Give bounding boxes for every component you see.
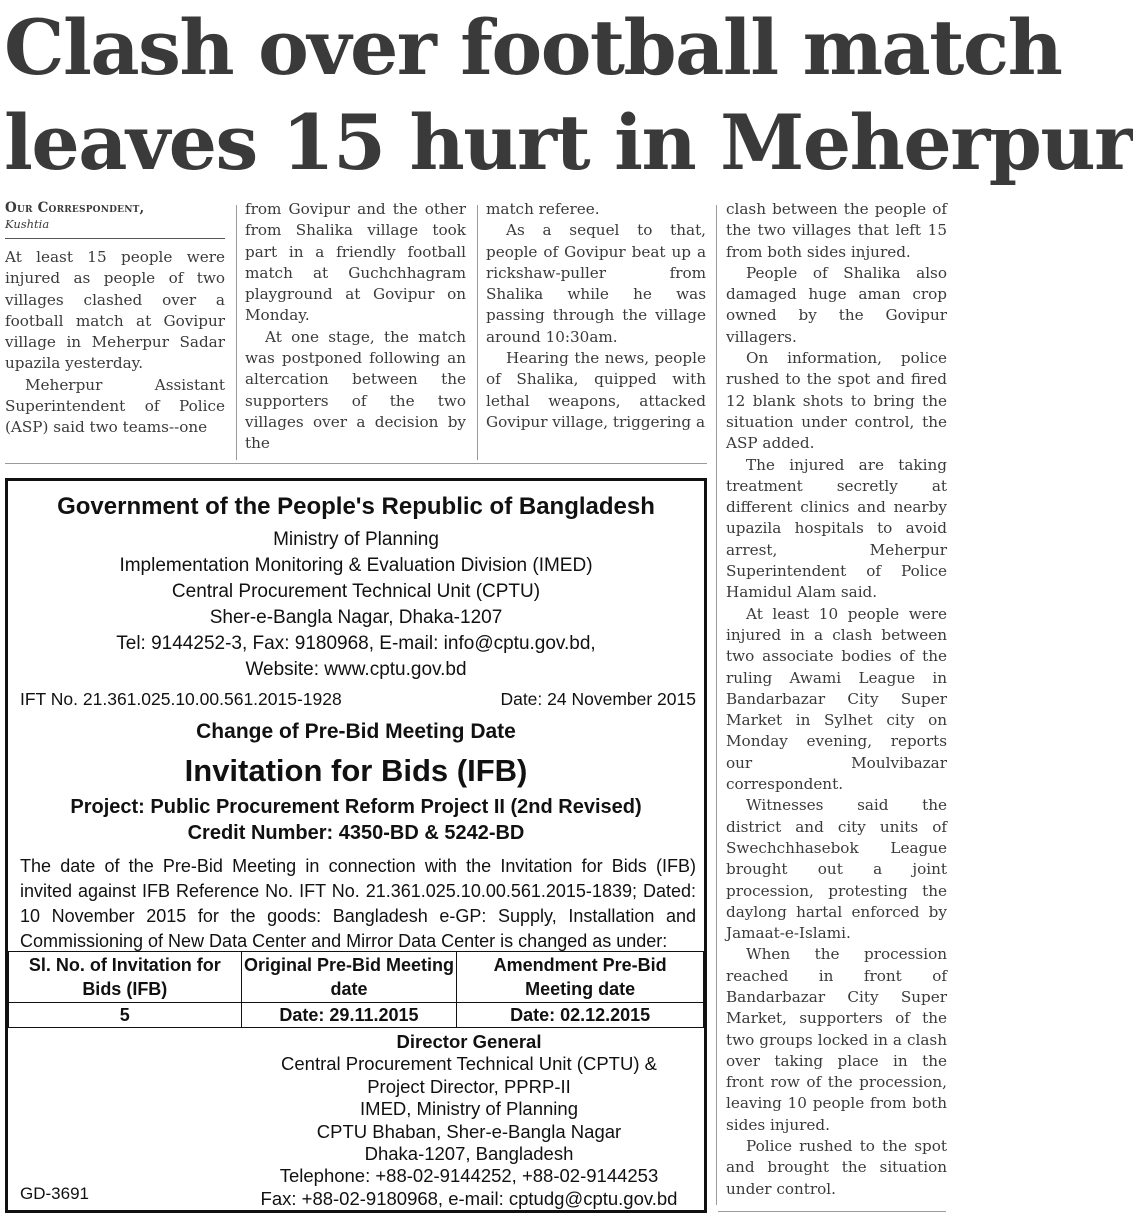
article-column-2 (245, 199, 466, 455)
article-paragraph: On information, police rushed to the spot and fired 12 blank shots to bring the situation under control, the ASP added. (726, 349, 947, 453)
table-header-cell: Original Pre-Bid Meeting date (241, 952, 457, 1003)
ad-signature-block (244, 1031, 694, 1210)
tender-advertisement (5, 478, 707, 1213)
table-cell: Date: 29.11.2015 (241, 1003, 457, 1028)
article-paragraph: The injured are taking treatment secretly at different clinics and nearby upazila hospitals to avoid arrest, Meherpur Superintendent of Police Hamidul Alam said. (726, 455, 947, 602)
table-header-cell: Amendment Pre-Bid Meeting date (457, 952, 704, 1003)
signature-line: IMED, Ministry of Planning (360, 1098, 578, 1120)
article-column-3 (486, 199, 706, 433)
signature-line: Project Director, PPRP-II (367, 1075, 571, 1097)
signature-line: Dhaka-1207, Bangladesh (364, 1143, 574, 1165)
article-paragraph: At least 15 people were injured as people of two villages clashed over a football match at Govipur village in Meherpur Sadar upazila yesterday. (5, 248, 225, 373)
table-row (9, 1003, 704, 1028)
ad-body-text: The date of the Pre-Bid Meeting in connection with the Invitation for Bids (IFB) invited against IFB Reference No. IFT No. 21.361.025.10.00.561.2015-1839; Dated: 10 November 2015 for the goods: Bangladesh e-GP: Supply, Installation and Commissioning of New Data Center and Mirror Data Center is changed as under: (20, 856, 696, 951)
byline-place: Kushtia (5, 217, 50, 231)
article-paragraph: When the procession reached in front of Bandarbazar City Super Market, supporters of the two groups locked in a clash over taking place in the front row of the procession, leaving 10 people from both sides injured. (726, 945, 947, 1134)
ad-government-title: Government of the People's Republic of Bangladesh (57, 493, 655, 520)
article-paragraph: Witnesses said the district and city units of Swechchhasebok League brought out a joint procession, protesting the daylong hartal enforced by Jamaat-e-Islami. (726, 796, 947, 943)
ad-website: Website: www.cptu.gov.bd (245, 659, 467, 680)
article-paragraph: Meherpur Assistant Superintendent of Police (ASP) said two teams--one (5, 375, 225, 437)
table-cell: Date: 02.12.2015 (457, 1003, 704, 1028)
article-paragraph: At one stage, the match was postponed following an altercation between the supporters of the two villages over a decision by the (245, 327, 466, 453)
ad-division: Implementation Monitoring & Evaluation Division (IMED) (119, 555, 593, 576)
signature-line: Fax: +88-02-9180968, e-mail: cptudg@cptu.gov.bd (260, 1187, 678, 1209)
table-header-row (9, 952, 704, 1003)
ad-date: Date: 24 November 2015 (500, 689, 696, 709)
ad-ministry: Ministry of Planning (273, 529, 439, 550)
headline-line-1: Clash over football match (4, 3, 1062, 92)
article-column-1 (5, 199, 225, 439)
article-paragraph: Hearing the news, people of Shalika, quipped with lethal weapons, attacked Govipur village, triggering a (486, 349, 706, 431)
article-paragraph: At least 10 people were injured in a clash between two associate bodies of the ruling Awami League in Bandarbazar City Super Market in Sylhet city on Monday evening, reports our Moulvibazar correspondent. (726, 604, 947, 794)
article-paragraph: People of Shalika also damaged huge aman crop owned by the Govipur villagers. (726, 263, 947, 346)
headline-line-2: leaves 15 hurt in Meherpur (4, 98, 1133, 187)
ad-project: Project: Public Procurement Reform Project II (2nd Revised) (70, 796, 642, 818)
ad-unit: Central Procurement Technical Unit (CPTU) (171, 581, 541, 602)
table-header-cell: Sl. No. of Invitation for Bids (IFB) (9, 952, 242, 1003)
article-paragraph: match referee. (486, 200, 600, 218)
signature-line: CPTU Bhaban, Sher-e-Bangla Nagar (316, 1120, 622, 1142)
byline-rule (5, 238, 225, 239)
article-paragraph: As a sequel to that, people of Govipur beat up a rickshaw-puller from Shalika while he was passing through the village around 10:30am. (486, 221, 706, 346)
column-rule-3 (716, 205, 717, 1205)
article-bottom-rule (5, 463, 707, 464)
ad-change-title: Change of Pre-Bid Meeting Date (196, 720, 516, 743)
article-paragraph: clash between the people of the two villages that left 15 from both sides injured. (726, 200, 947, 261)
byline-author: Our Correspondent, (5, 200, 145, 216)
ad-gd-code: GD-3691 (20, 1184, 89, 1203)
signature-line: Central Procurement Technical Unit (CPTU) & (281, 1053, 657, 1075)
column-4-bottom-rule (718, 1211, 946, 1212)
ad-contact: Tel: 9144252-3, Fax: 9180968, E-mail: info@cptu.gov.bd, (116, 633, 596, 654)
signature-line: Telephone: +88-02-9144252, +88-02-9144253 (279, 1165, 659, 1187)
article-column-4 (726, 199, 947, 1200)
ad-ift-number: IFT No. 21.361.025.10.00.561.2015-1928 (20, 689, 342, 709)
signature-title: Director General (396, 1031, 542, 1052)
column-rule-1 (236, 205, 237, 460)
article-paragraph: from Govipur and the other from Shalika village took part in a friendly football match at Guchchhagram playground at Govipur on Monday. (245, 200, 466, 325)
ad-credit: Credit Number: 4350-BD & 5242-BD (187, 822, 525, 844)
table-cell: 5 (9, 1003, 242, 1028)
column-rule-2 (477, 205, 478, 460)
article-paragraph: Police rushed to the spot and brought the situation under control. (726, 1137, 947, 1198)
ad-ifb-title: Invitation for Bids (IFB) (184, 753, 528, 788)
ad-date-table (8, 951, 704, 1028)
ad-address: Sher-e-Bangla Nagar, Dhaka-1207 (209, 607, 503, 628)
